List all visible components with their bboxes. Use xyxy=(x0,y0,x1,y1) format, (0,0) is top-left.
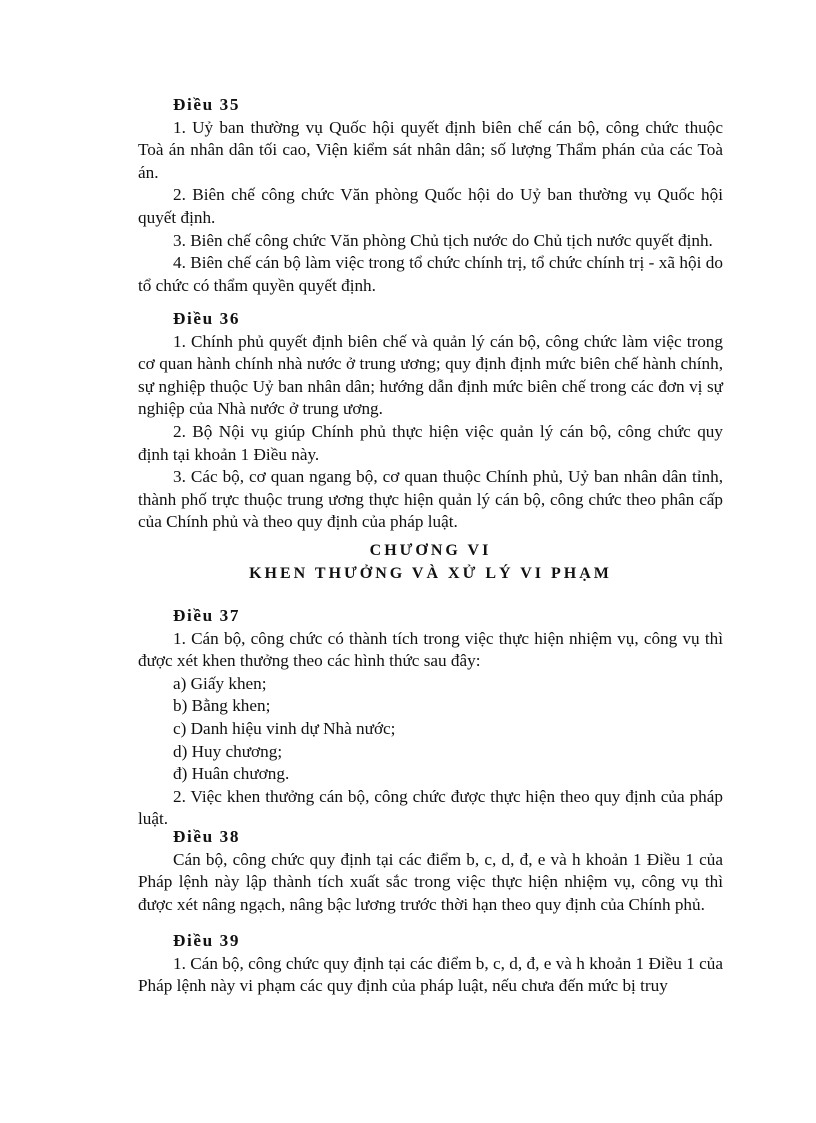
list-item: c) Danh hiệu vinh dự Nhà nước; xyxy=(173,718,396,738)
article-38 xyxy=(138,826,723,916)
paragraph: 2. Bộ Nội vụ giúp Chính phủ thực hiện việc quản lý cán bộ, công chức quy định tại khoản 1 Điều này. xyxy=(138,421,723,464)
chapter-title: KHEN THƯỞNG VÀ XỬ LÝ VI PHẠM xyxy=(249,565,612,582)
paragraph: 3. Biên chế công chức Văn phòng Chủ tịch nước do Chủ tịch nước quyết định. xyxy=(173,230,713,250)
paragraph: Cán bộ, công chức quy định tại các điểm b, c, d, đ, e và h khoản 1 Điều 1 của Pháp lệnh này lập thành tích xuất sắc trong việc thực hiện nhiệm vụ, công vụ thì được xét nâng ngạch, nâng bậc lương trước thời hạn theo quy định của Chính phủ. xyxy=(138,849,723,914)
paragraph: 1. Uỷ ban thường vụ Quốc hội quyết định biên chế cán bộ, công chức thuộc Toà án nhân dân tối cao, Viện kiểm sát nhân dân; số lượng Thẩm phán của các Toà án. xyxy=(138,117,723,182)
article-36 xyxy=(138,308,723,534)
chapter-number: CHƯƠNG VI xyxy=(369,542,492,559)
article-heading: Điều 35 xyxy=(173,95,241,114)
article-heading: Điều 36 xyxy=(173,309,241,328)
list-item: đ) Huân chương. xyxy=(173,764,290,784)
list-item: b) Bằng khen; xyxy=(173,696,271,716)
list-item: d) Huy chương; xyxy=(173,741,283,761)
article-39 xyxy=(138,930,723,998)
paragraph: 1. Cán bộ, công chức có thành tích trong việc thực hiện nhiệm vụ, công vụ thì được xét khen thưởng theo các hình thức sau đây: xyxy=(138,628,723,671)
paragraph: 3. Các bộ, cơ quan ngang bộ, cơ quan thuộc Chính phủ, Uỷ ban nhân dân tỉnh, thành phố trực thuộc trung ương thực hiện quản lý cán bộ, công chức theo phân cấp của Chính phủ và theo quy định của pháp luật. xyxy=(138,467,723,532)
paragraph: 4. Biên chế cán bộ làm việc trong tổ chức chính trị, tổ chức chính trị - xã hội do tổ chức có thẩm quyền quyết định. xyxy=(138,253,723,295)
paragraph: 2. Việc khen thưởng cán bộ, công chức được thực hiện theo quy định của pháp luật. xyxy=(138,786,723,829)
article-37 xyxy=(138,605,723,831)
paragraph: 2. Biên chế công chức Văn phòng Quốc hội do Uỷ ban thường vụ Quốc hội quyết định. xyxy=(138,185,723,227)
article-heading: Điều 37 xyxy=(173,606,241,625)
article-heading: Điều 39 xyxy=(173,931,241,950)
paragraph: 1. Cán bộ, công chức quy định tại các điểm b, c, d, đ, e và h khoản 1 Điều 1 của Pháp lệnh này vi phạm các quy định của pháp luật, nếu chưa đến mức bị truy xyxy=(138,953,723,996)
paragraph: 1. Chính phủ quyết định biên chế và quản lý cán bộ, công chức làm việc trong cơ quan hành chính nhà nước ở trung ương; quy định định mức biên chế hành chính, sự nghiệp thuộc Uỷ ban nhân dân; hướng dẫn định mức biên chế trong các đơn vị sự nghiệp của Nhà nước ở trung ương. xyxy=(138,331,723,419)
article-35 xyxy=(138,94,723,297)
article-heading: Điều 38 xyxy=(173,827,241,846)
list-item: a) Giấy khen; xyxy=(173,673,267,693)
